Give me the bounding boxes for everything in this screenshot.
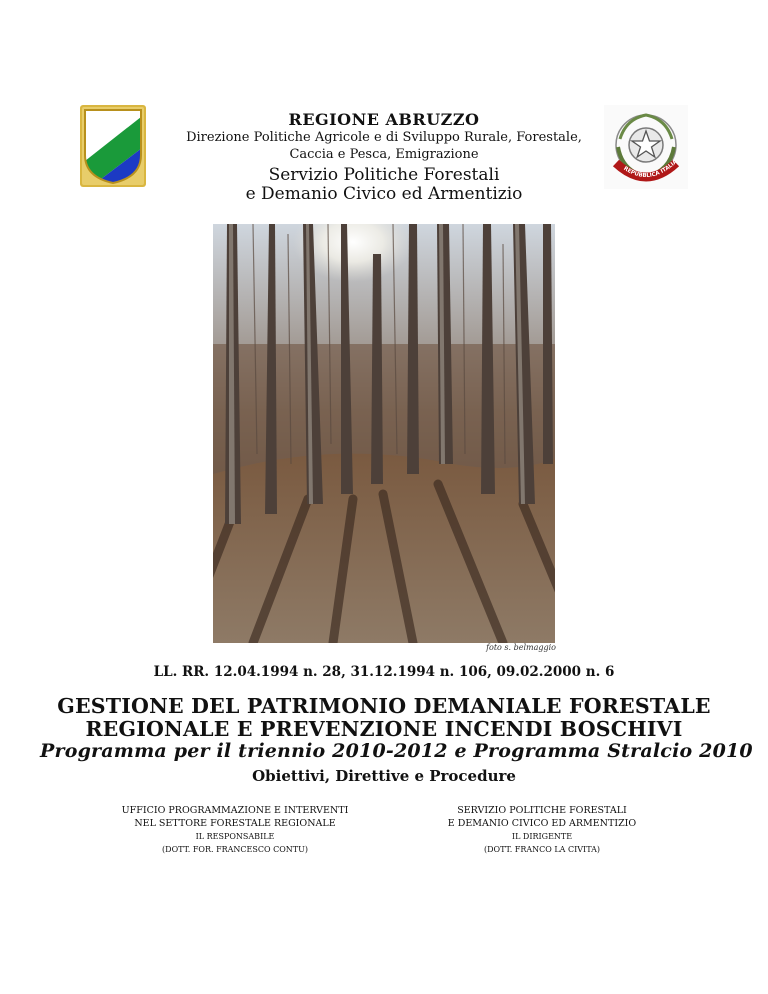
right-name: (DOTT. FRANCO LA CIVITA) — [483, 845, 601, 854]
left-role: IL RESPONSABILE — [195, 832, 275, 841]
regional-laws-reference: LL. RR. 12.04.1994 n. 28, 31.12.1994 n. 106, 09.02.2000 n. 6 — [153, 664, 615, 680]
emblem-text: REPUBBLICA ITALIA — [622, 158, 679, 180]
right-office-line-1: SERVIZIO POLITICHE FORESTALI — [457, 805, 627, 816]
signature-block-right — [392, 804, 692, 856]
document-title-line-1: GESTIONE DEL PATRIMONIO DEMANIALE FORESTALE — [57, 694, 711, 718]
direction-line-2: Caccia e Pesca, Emigrazione — [289, 147, 479, 162]
right-office-line-2: E DEMANIO CIVICO ED ARMENTIZIO — [447, 818, 637, 829]
direction-line-1: Direzione Politiche Agricole e di Sviluppo Rurale, Forestale, — [186, 130, 582, 145]
signature-block-left — [90, 804, 380, 856]
forest-photo — [213, 224, 555, 643]
document-title-line-2: REGIONALE E PREVENZIONE INCENDI BOSCHIVI — [85, 717, 683, 741]
right-role: IL DIRIGENTE — [511, 832, 573, 841]
photo-credit: foto s. belmaggio — [486, 643, 556, 652]
service-line-1: Servizio Politiche Forestali — [268, 165, 500, 185]
left-name: (DOTT. FOR. FRANCESCO CONTU) — [162, 845, 308, 854]
left-office-line-2: NEL SETTORE FORESTALE REGIONALE — [134, 818, 336, 829]
region-title: REGIONE ABRUZZO — [288, 110, 480, 129]
service-line-2: e Demanio Civico ed Armentizio — [245, 184, 523, 204]
document-subtitle: Programma per il triennio 2010-2012 e Programma Stralcio 2010 — [40, 740, 753, 762]
objectives-heading: Obiettivi, Direttive e Procedure — [252, 767, 516, 785]
abruzzo-coat-of-arms — [80, 105, 146, 187]
left-office-line-1: UFFICIO PROGRAMMAZIONE E INTERVENTI — [121, 805, 349, 816]
